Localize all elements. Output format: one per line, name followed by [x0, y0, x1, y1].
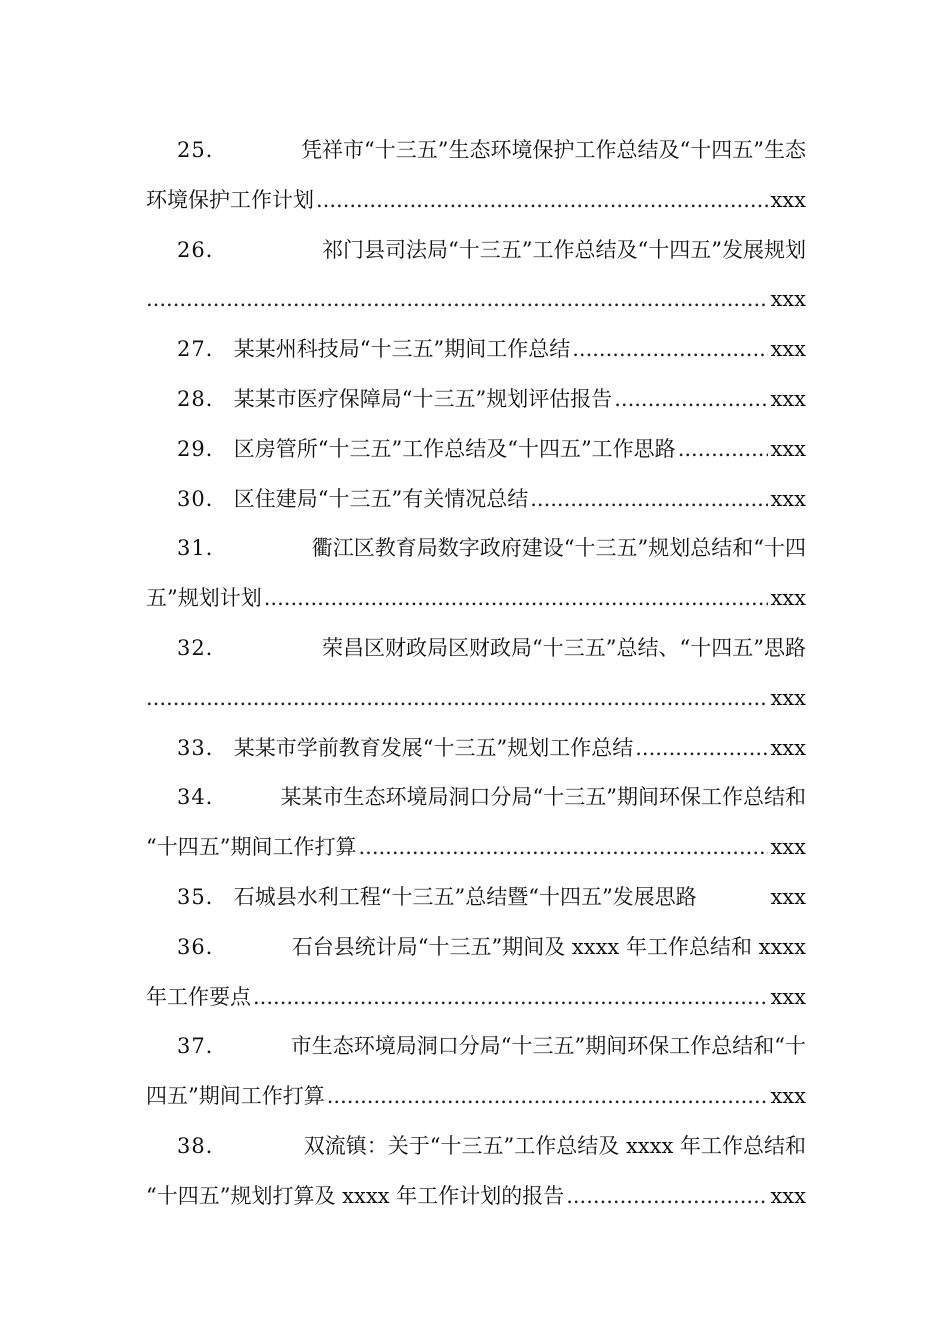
toc-line: [146, 1072, 806, 1122]
toc-entry-26[interactable]: [146, 226, 806, 326]
entry-head: [177, 873, 697, 923]
entry-number: 38．: [177, 1133, 228, 1158]
toc-line: [146, 773, 806, 823]
toc-line: [146, 275, 806, 325]
entry-number: 33．: [177, 735, 228, 760]
toc-line: [146, 973, 806, 1023]
table-of-contents: [146, 126, 806, 1222]
page-number: xxx: [770, 436, 806, 461]
entry-number: 29．: [177, 436, 228, 461]
entry-number: 25．: [177, 138, 228, 162]
dot-leader: [566, 1172, 768, 1222]
entry-number: 34．: [177, 785, 228, 810]
page-number: xxx: [770, 884, 806, 909]
toc-line: [146, 375, 806, 425]
entry-title: 某某州科技局“十三五”期间工作总结: [233, 337, 571, 362]
page-number: xxx: [770, 287, 806, 312]
page-number: xxx: [770, 685, 806, 710]
dot-leader: [316, 176, 768, 226]
entry-number: 30．: [177, 486, 228, 511]
toc-entry-27[interactable]: [146, 325, 806, 375]
dot-leader: [146, 674, 768, 724]
entry-title: 某某市生态环境局洞口分局“十三五”期间环保工作总结和: [280, 785, 806, 810]
toc-line: [146, 624, 806, 674]
entry-title-continued: “十四五”期间工作打算: [146, 835, 357, 860]
dot-leader: [530, 475, 768, 525]
toc-line: [146, 574, 806, 624]
dot-leader: [678, 425, 769, 475]
dot-leader: [146, 275, 768, 325]
entry-number: 28．: [177, 386, 228, 411]
entry-number: 36．: [177, 934, 228, 959]
toc-entry-37[interactable]: [146, 1022, 806, 1122]
entry-number: 37．: [177, 1034, 228, 1059]
toc-entry-33[interactable]: [146, 724, 806, 774]
entry-title: 石台县统计局“十三五”期间及 xxxx 年工作总结和 xxxx: [291, 934, 806, 959]
entry-title-continued: 环境保护工作计划: [146, 187, 314, 212]
toc-entry-29[interactable]: [146, 425, 806, 475]
entry-number: 35．: [177, 884, 228, 909]
toc-line: [146, 923, 806, 973]
entry-number: 32．: [177, 635, 228, 660]
entry-number: 27．: [177, 337, 228, 362]
page-number: xxx: [770, 835, 806, 860]
entry-title: 区住建局“十三五”有关情况总结: [233, 486, 529, 511]
toc-line: [146, 524, 806, 574]
dot-leader: [635, 724, 768, 774]
toc-entry-25[interactable]: [146, 126, 806, 226]
entry-number: 26．: [177, 237, 228, 262]
toc-line: [146, 873, 806, 923]
toc-line: [146, 823, 806, 873]
toc-line: [146, 475, 806, 525]
toc-entry-38[interactable]: [146, 1122, 806, 1222]
page-number: xxx: [770, 337, 806, 362]
dot-leader: [327, 1072, 769, 1122]
toc-line: [146, 325, 806, 375]
entry-title: 区房管所“十三五”工作总结及“十四五”工作思路: [233, 436, 676, 461]
page-number: xxx: [770, 486, 806, 511]
entry-title: 双流镇：关于“十三五”工作总结及 xxxx 年工作总结和: [303, 1133, 806, 1158]
dot-leader: [614, 375, 768, 425]
toc-entry-31[interactable]: [146, 524, 806, 624]
toc-line: [146, 1122, 806, 1172]
entry-title-continued: 四五”期间工作打算: [146, 1084, 325, 1109]
entry-title: 衢江区教育局数字政府建设“十三五”规划总结和“十四: [311, 536, 806, 561]
toc-line: [146, 1172, 806, 1222]
toc-line: [146, 176, 806, 226]
toc-line: [146, 126, 806, 176]
toc-line: [146, 674, 806, 724]
entry-title: 某某市学前教育发展“十三五”规划工作总结: [233, 735, 634, 760]
toc-entry-36[interactable]: [146, 923, 806, 1023]
dot-leader: [253, 973, 768, 1023]
toc-line: [146, 724, 806, 774]
toc-entry-32[interactable]: [146, 624, 806, 724]
page-number: xxx: [770, 984, 806, 1009]
page-number: xxx: [770, 1084, 806, 1109]
entry-title-continued: 五”规划计划: [146, 586, 262, 611]
entry-title: 凭祥市“十三五”生态环境保护工作总结及“十四五”生态: [301, 138, 806, 162]
page-number: xxx: [770, 187, 806, 212]
toc-line: [146, 1022, 806, 1072]
entry-title: 祁门县司法局“十三五”工作总结及“十四五”发展规划: [322, 237, 806, 262]
entry-title: 市生态环境局洞口分局“十三五”期间环保工作总结和“十: [290, 1034, 806, 1059]
entry-number: 31．: [177, 536, 228, 561]
entry-title: 荣昌区财政局区财政局“十三五”总结、“十四五”思路: [322, 635, 806, 660]
page-number: xxx: [770, 586, 806, 611]
page-number: xxx: [770, 1183, 806, 1208]
entry-title: 石城县水利工程“十三五”总结暨“十四五”发展思路: [233, 884, 697, 909]
dot-leader: [572, 325, 768, 375]
dot-leader: [358, 823, 768, 873]
dot-leader: [264, 574, 769, 624]
toc-entry-35[interactable]: [146, 873, 806, 923]
toc-entry-30[interactable]: [146, 475, 806, 525]
toc-line: [146, 226, 806, 276]
toc-entry-28[interactable]: [146, 375, 806, 425]
toc-line: [146, 425, 806, 475]
entry-title-continued: “十四五”规划打算及 xxxx 年工作计划的报告: [146, 1183, 565, 1208]
toc-entry-34[interactable]: [146, 773, 806, 873]
entry-title: 某某市医疗保障局“十三五”规划评估报告: [233, 386, 613, 411]
entry-title-continued: 年工作要点: [146, 984, 251, 1009]
page-number: xxx: [770, 735, 806, 760]
page-number: xxx: [770, 386, 806, 411]
